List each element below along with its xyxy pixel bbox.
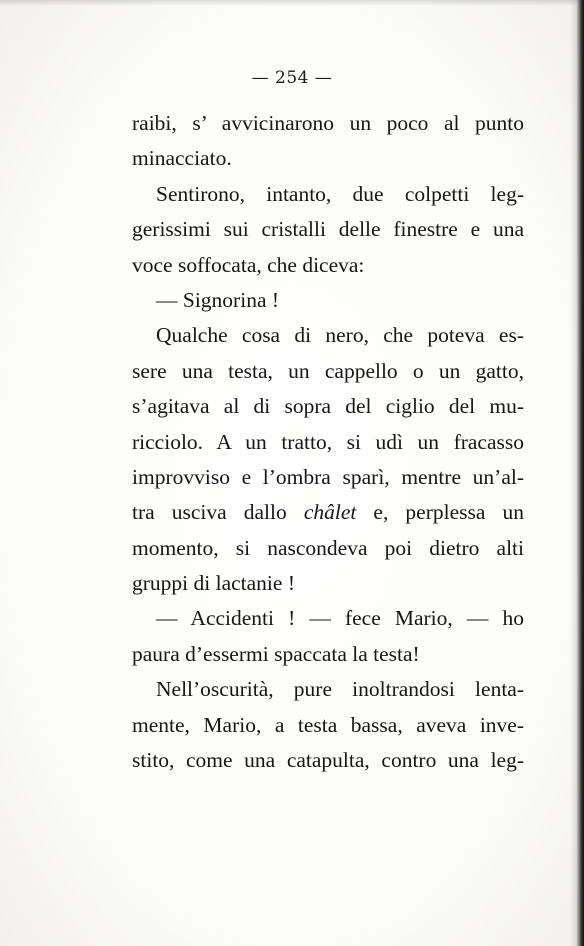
text-line-12-before: tra usciva dallo <box>132 500 304 525</box>
text-line-3: Sentirono, intanto, due colpetti leg- <box>156 181 524 206</box>
text-line-11: improvviso e l’ombra sparì, mentre un’al- <box>132 464 524 489</box>
text-line-16: paura d’essermi spaccata la testa! <box>132 641 420 666</box>
text-line-9: s’agitava al di sopra del ciglio del mu- <box>132 394 524 419</box>
text-line-5: voce soffocata, che diceva: <box>132 252 365 277</box>
text-line-7: Qualche cosa di nero, che poteva es- <box>156 323 524 348</box>
text-line-12-after: e, perplessa un <box>356 500 524 525</box>
text-line-17: Nell’oscurità, pure inoltrandosi lenta- <box>156 677 524 702</box>
text-line-8: sere una testa, un cappello o un gatto, <box>132 358 524 383</box>
text-line-10: ricciolo. A un tratto, si udì un fracasso <box>132 429 524 454</box>
text-line-18: mente, Mario, a testa bassa, aveva inve- <box>132 712 524 737</box>
page-number: — 254 — <box>251 68 333 88</box>
text-line-19: stito, come una catapulta, contro una leg- <box>132 748 524 773</box>
italic-word-chalet: châlet <box>303 500 357 525</box>
text-line-13: momento, si nascondeva poi dietro alti <box>132 535 524 560</box>
text-line-2: minacciato. <box>132 146 232 171</box>
scan-shadow-top <box>0 0 584 6</box>
text-line-4: gerissimi sui cristalli delle finestre e una <box>132 217 524 242</box>
text-line-12 <box>132 495 524 530</box>
body-text <box>132 106 524 778</box>
text-line-15: — Accidenti ! — fece Mario, — ho <box>156 606 524 631</box>
text-line-6: — Signorina ! <box>156 287 280 312</box>
scan-shadow-right <box>570 0 584 946</box>
text-line-1: raibi, s’ avvicinarono un poco al punto <box>132 111 524 135</box>
text-line-14: gruppi di lactanie ! <box>132 571 295 596</box>
